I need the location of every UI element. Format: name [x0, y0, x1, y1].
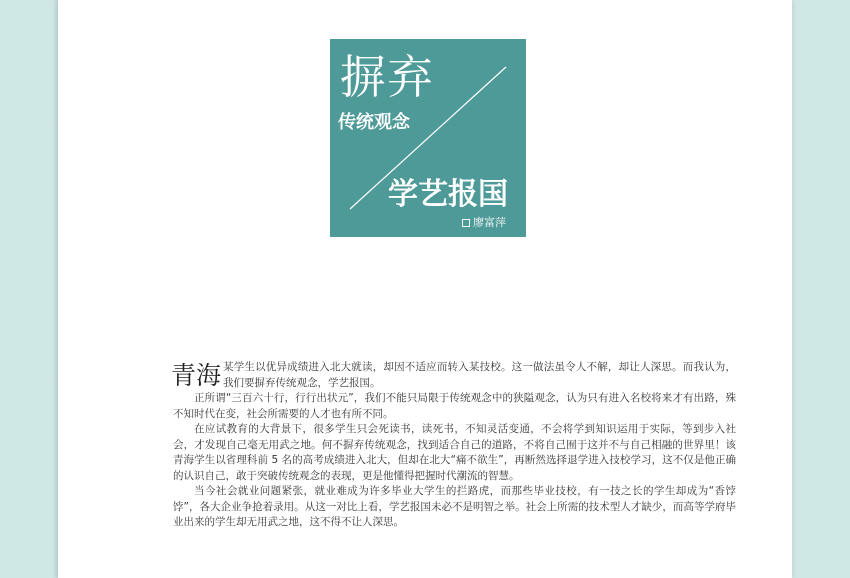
- document-page: [58, 0, 792, 578]
- square-icon: [462, 219, 470, 227]
- article-paragraph: 在应试教育的大背景下，很多学生只会死读书，读死书，不知灵活变通，不会将学到知识运用于实际，等到步入社会，才发现自己毫无用武之地。何不摒弃传统观念，找到适合自己的道路，不将自己囿于这并不与自己相融的世界里！该青海学生以省理科前 5 名的高考成绩进入北大，但却在北大“痛不欲生”，再断然选择退学进入技校学习，这不仅是他正确的认识自己，敢于突破传统观念的表现，更是他懂得把握时代潮流的智慧。: [173, 423, 736, 482]
- title-subtitle: 传统观念: [338, 112, 410, 133]
- article-body: [173, 360, 736, 531]
- paragraph-text: 某学生以优异成绩进入北大就读，却因不适应而转入某技校。这一做法虽令人不解，却让人深思。而我认为，我们要摒弃传统观念，学艺报国。: [223, 361, 736, 389]
- title-main-first: 摒弃: [340, 50, 434, 104]
- title-banner: [330, 39, 526, 237]
- article-paragraph: 当今社会就业问题紧张，就业难成为许多毕业大学生的拦路虎，而那些毕业技校，有一技之长的学生却成为“香饽饽”，各大企业争抢着录用。从这一对比上看，学艺报国未必不是明智之举。社会上所需的技术型人才缺少，而高等学府毕业出来的学生却无用武之地，这不得不让人深思。: [173, 485, 736, 528]
- author-line: [462, 216, 506, 230]
- article-paragraph: [173, 360, 736, 391]
- article-paragraph: 正所谓“三百六十行，行行出状元”，我们不能只局限于传统观念中的狭隘观念，认为只有进入名校将来才有出路，殊不知时代在变，社会所需要的人才也有所不同。: [173, 392, 736, 420]
- dropcap: 青海: [171, 361, 222, 390]
- title-main-second: 学艺报国: [388, 177, 508, 212]
- author-name: 廖富萍: [473, 216, 506, 229]
